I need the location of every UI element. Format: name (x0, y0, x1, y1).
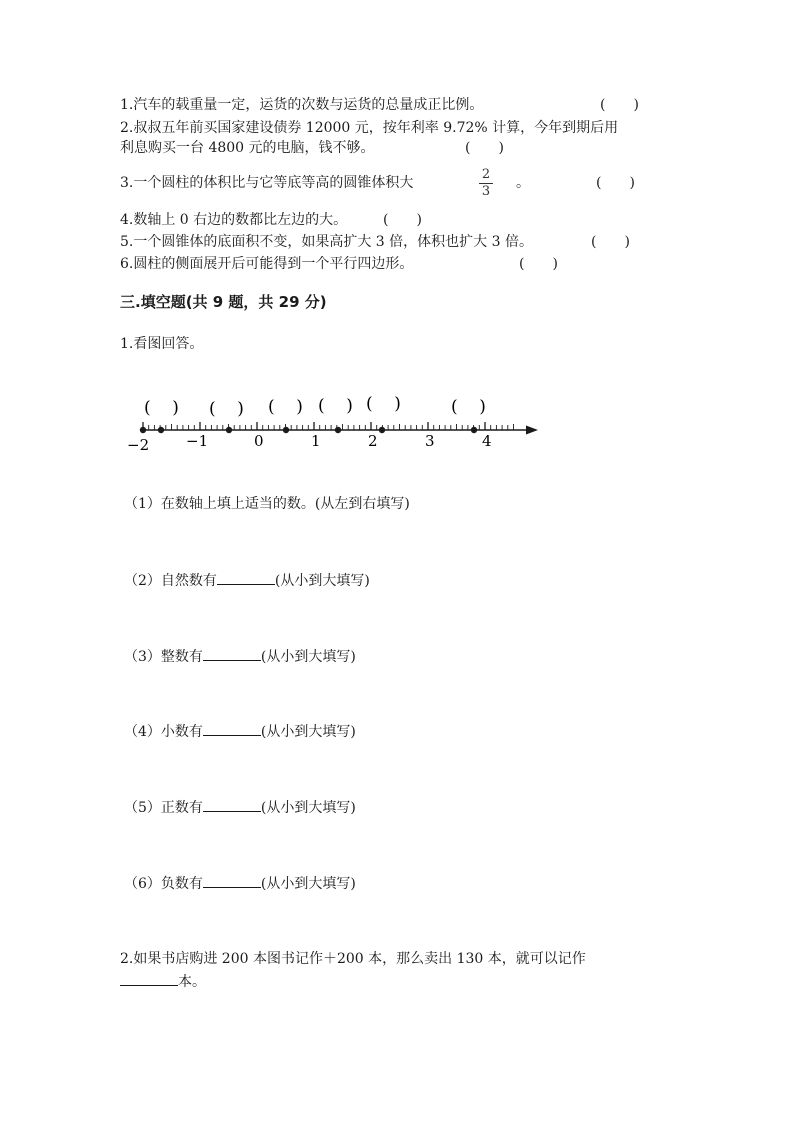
sub3-answer-blank[interactable] (203, 646, 261, 661)
sub6-prefix: （6）负数有 (124, 876, 203, 892)
fill-q1-sub2 (124, 570, 370, 591)
number-line-figure (120, 388, 550, 458)
fill-q1-title: 1.看图回答。 (120, 336, 204, 352)
sub5-suffix: (从小到大填写) (260, 800, 356, 816)
blank-paren-f[interactable]: ( ) (366, 394, 401, 414)
fill-q2-text-line2 (120, 971, 206, 992)
blank-paren-a[interactable]: ( ) (144, 398, 179, 418)
judge-q2-answer-paren[interactable]: ( ) (465, 140, 504, 156)
tick-label-0: 0 (254, 432, 264, 450)
point-g (471, 427, 477, 433)
sub6-suffix: (从小到大填写) (260, 876, 356, 892)
fill-q2-text-line1: 2.如果书店购进 200 本图书记作＋200 本，那么卖出 130 本，就可以记作 (120, 951, 586, 967)
blank-paren-c[interactable]: ( ) (209, 399, 244, 419)
fraction-denominator: 3 (481, 184, 491, 199)
fill-q1-sub6 (124, 873, 356, 894)
fill-q1-sub4 (124, 721, 356, 742)
fill-q1-sub3 (124, 646, 356, 667)
judge-q1-text: 1.汽车的载重量一定，运货的次数与运货的总量成正比例。 (120, 97, 484, 113)
judge-q4-answer-paren[interactable]: ( ) (383, 212, 422, 228)
point-e (335, 427, 341, 433)
sub3-suffix: (从小到大填写) (260, 649, 356, 665)
point-b (158, 427, 164, 433)
fill-q1-sub5 (124, 797, 356, 818)
fraction-two-thirds (478, 168, 494, 199)
blank-paren-e[interactable]: ( ) (318, 396, 353, 416)
judge-q1-answer-paren[interactable]: ( ) (600, 97, 639, 113)
judge-q2-text-line1: 2.叔叔五年前买国家建设债券 12000 元，按年利率 9.72% 计算，今年到期后用 (120, 120, 619, 136)
sub5-answer-blank[interactable] (203, 797, 261, 812)
point-a (140, 427, 146, 433)
sub4-answer-blank[interactable] (203, 721, 261, 736)
number-line-arrowhead (526, 426, 538, 435)
sub5-prefix: （5）正数有 (124, 800, 203, 816)
judge-q6-answer-paren[interactable]: ( ) (519, 256, 558, 272)
fraction-numerator: 2 (481, 167, 491, 182)
tick-label-3: 3 (425, 432, 435, 450)
judge-q6-text: 6.圆柱的侧面展开后可能得到一个平行四边形。 (120, 256, 414, 272)
judge-q4-text: 4.数轴上 0 右边的数都比左边的大。 (120, 212, 348, 228)
section-title-fill-in: 三.填空题(共 9 题，共 29 分) (120, 293, 327, 311)
number-line-ticks (143, 422, 514, 430)
sub2-answer-blank[interactable] (217, 570, 275, 585)
sub2-prefix: （2）自然数有 (124, 573, 217, 589)
tick-label-2: 2 (368, 432, 378, 450)
sub3-prefix: （3）整数有 (124, 649, 203, 665)
judge-q5-text: 5.一个圆锥体的底面积不变，如果高扩大 3 倍，体积也扩大 3 倍。 (120, 234, 533, 250)
judge-q3-tail: 。 (516, 175, 530, 191)
fill-q2-answer-blank[interactable] (120, 971, 178, 986)
sub6-answer-blank[interactable] (203, 873, 261, 888)
judge-q3-answer-paren[interactable]: ( ) (596, 175, 635, 191)
tick-label-neg1: −1 (186, 432, 209, 450)
point-d (283, 427, 289, 433)
point-c (226, 427, 232, 433)
judge-q2-text-line2: 利息购买一台 4800 元的电脑，钱不够。 (120, 140, 375, 156)
blank-paren-g[interactable]: ( ) (451, 397, 486, 417)
tick-label-1: 1 (311, 432, 321, 450)
judge-q5-answer-paren[interactable]: ( ) (591, 234, 630, 250)
tick-label-4: 4 (482, 432, 492, 450)
tick-label-neg2: −2 (127, 436, 150, 454)
fill-q2-suffix: 本。 (178, 974, 206, 990)
sub4-prefix: （4）小数有 (124, 724, 203, 740)
sub4-suffix: (从小到大填写) (260, 724, 356, 740)
fill-q1-sub1: （1）在数轴上填上适当的数。(从左到右填写) (124, 496, 410, 512)
judge-q3-text: 3.一个圆柱的体积比与它等底等高的圆锥体积大 (120, 175, 414, 191)
sub2-suffix: (从小到大填写) (274, 573, 370, 589)
point-f (379, 427, 385, 433)
blank-paren-d[interactable]: ( ) (268, 397, 303, 417)
